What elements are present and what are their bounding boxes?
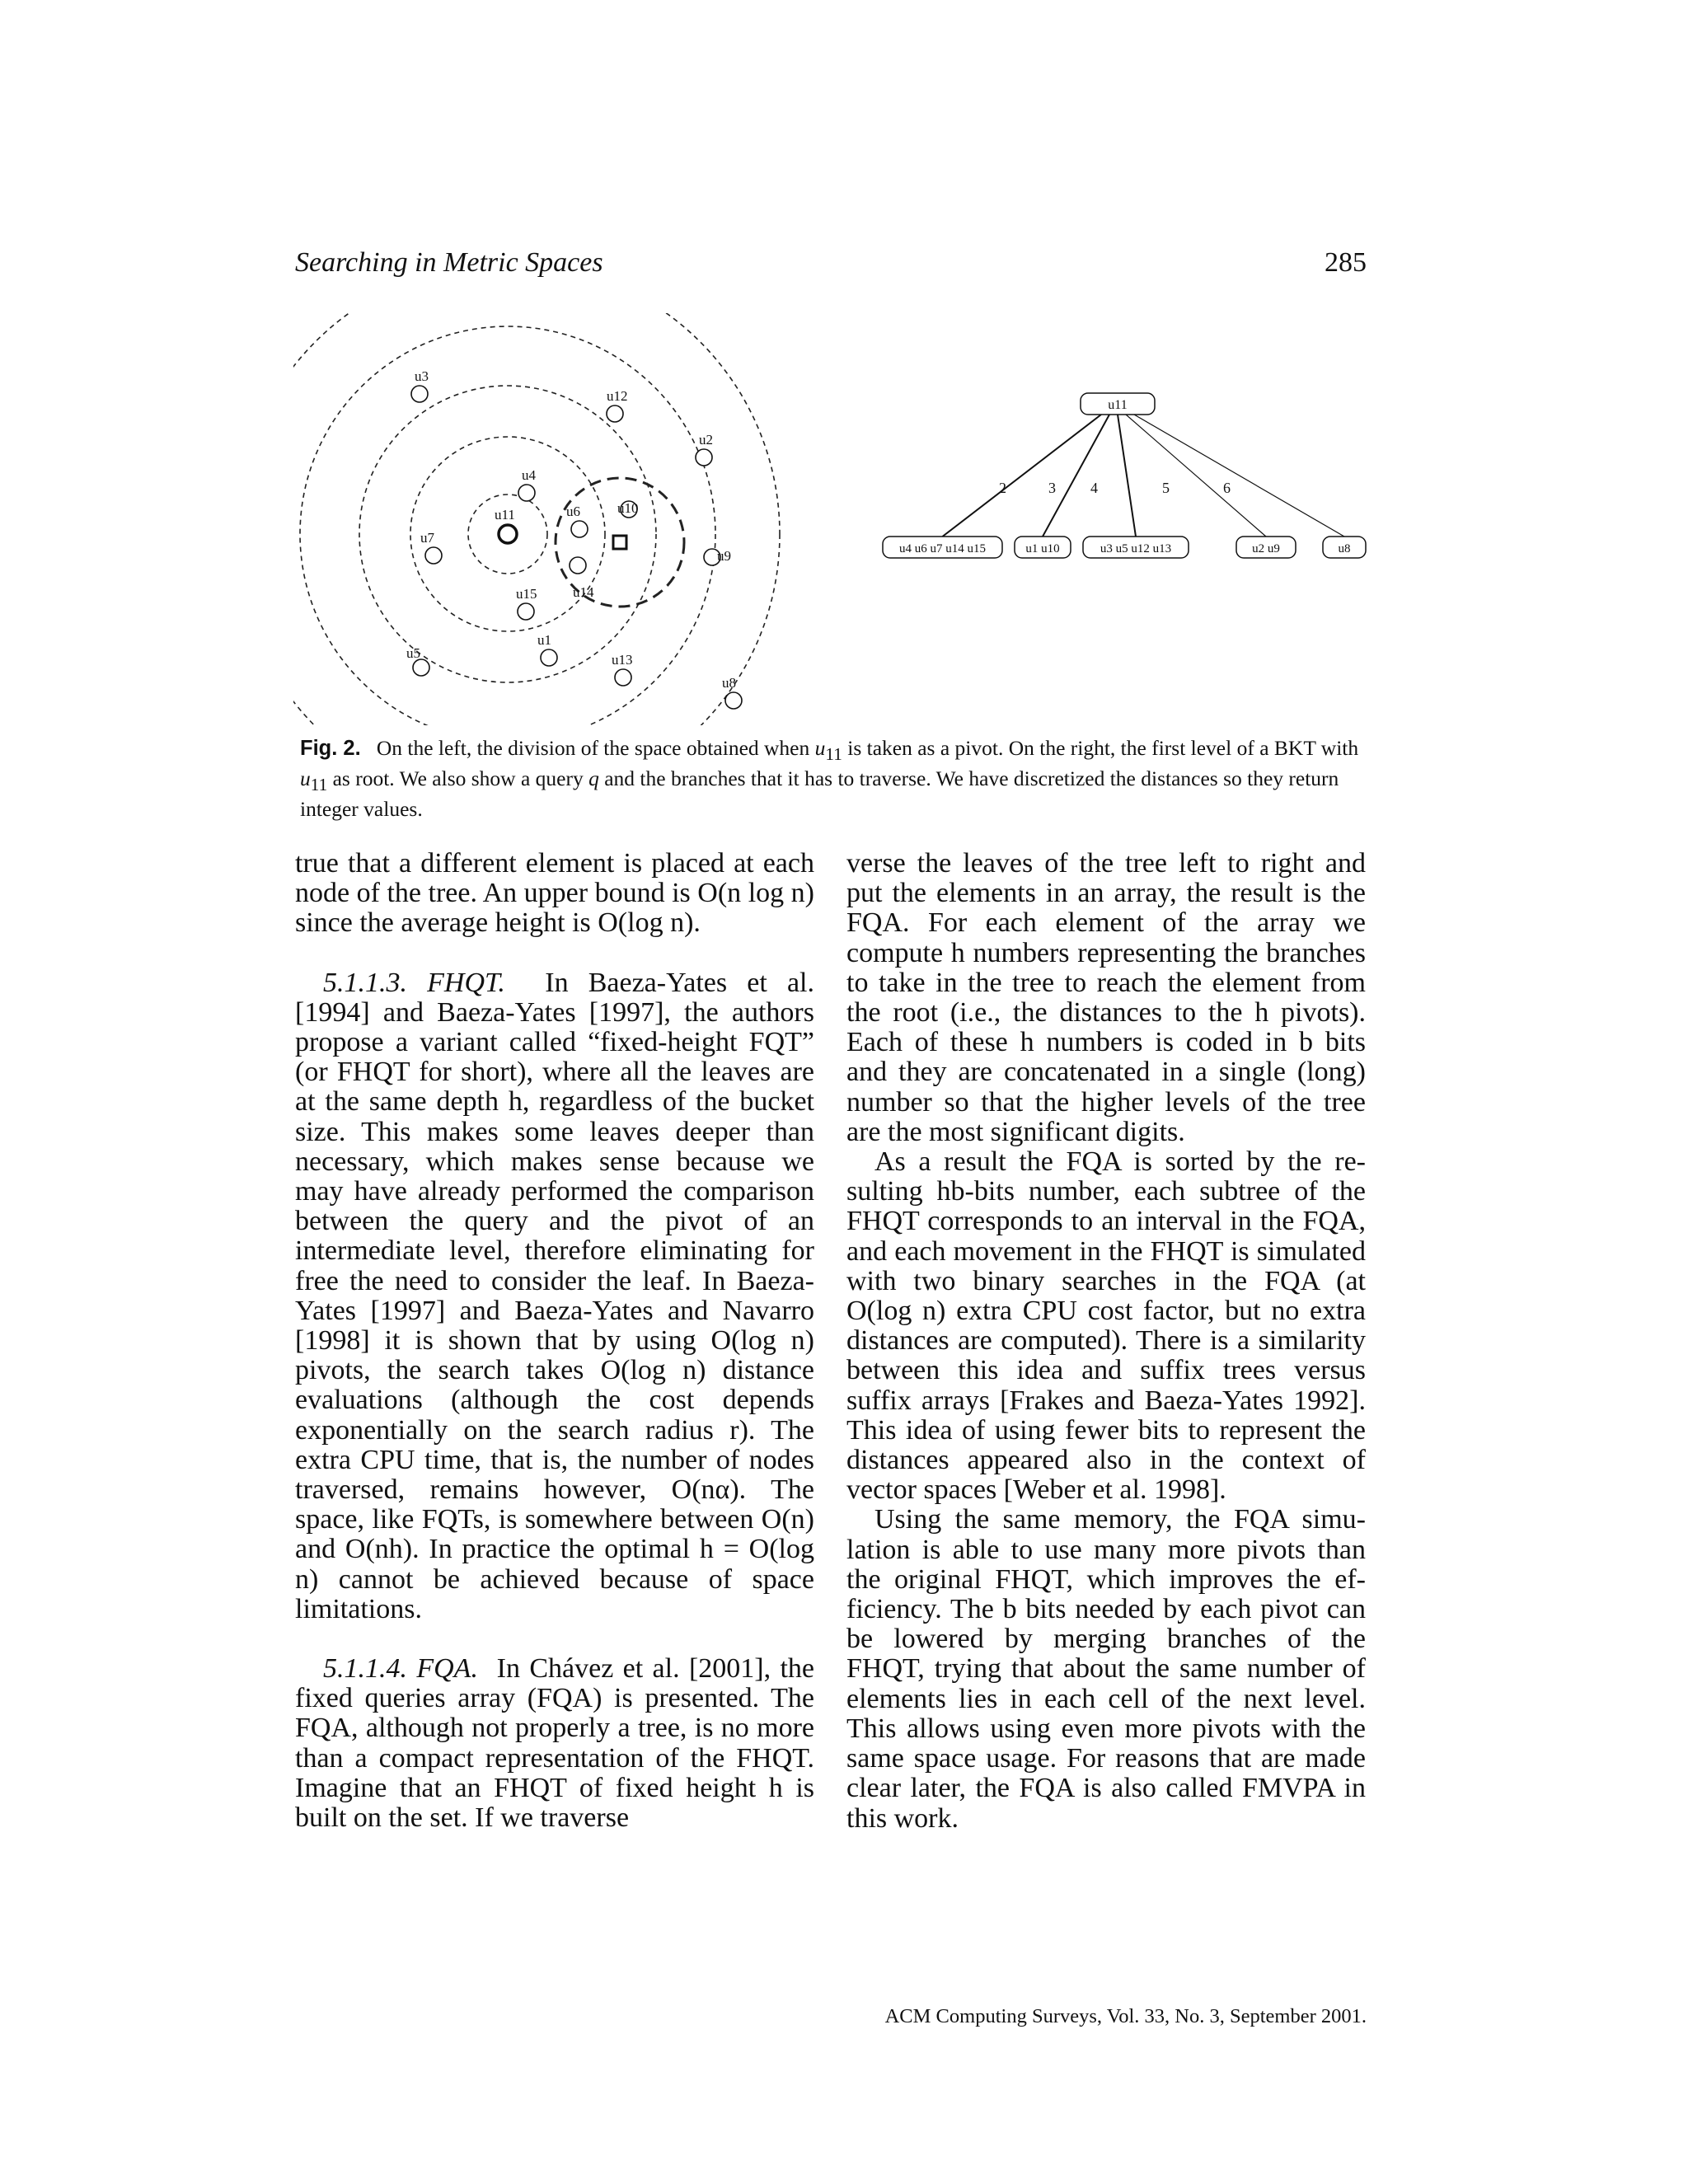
left-column <box>295 849 814 1833</box>
query-point <box>613 536 626 549</box>
element-u2-point <box>696 449 712 466</box>
element-u14-label: u14 <box>573 584 594 600</box>
element-u3-label: u3 <box>415 368 429 384</box>
tree-branch-2 <box>943 415 1102 537</box>
tree-branch-4 <box>1118 415 1136 537</box>
figure-2-svg <box>293 313 1395 725</box>
element-u12-point <box>607 405 623 422</box>
section-text: In Chávez et al. [2001], the fixed queries array (FQA) is presented. The FQA, although not properly a tree, is no more than a compact representation of the FHQT. Imagine that an FHQT of fixed height h is built on the set. If we traverse <box>295 1653 814 1834</box>
element-u11-label: u11 <box>495 507 515 523</box>
element-u1-label: u1 <box>537 632 551 648</box>
element-u15-label: u15 <box>516 586 537 602</box>
tree-leaf-label: u8 <box>1338 542 1351 555</box>
element-u5-point <box>413 659 429 676</box>
tree-root-label: u11 <box>1108 398 1128 412</box>
figure-2 <box>293 313 1395 725</box>
right-column <box>846 849 1366 1834</box>
section-text: In Baeza-Yates et al. [1994] and Baeza-Yates [1997], the authors propose a variant called “fixed-height FQT” (or FHQT for short), where all the leaves are at the same depth h, regardless of the bucket size. This makes some leaves deeper than necessary, which makes sense because we may have already performed the comparison between the query and the pivot of an intermediate level, therefore eliminating for free the need to consider the leaf. In Baeza-Yates [1997] and Baeza-Yates and Navarro [1998] it is shown that by using O(log n) pivots, the search takes O(log n) distance evaluations (although the cost depends exponentially on the search radius r). The extra CPU time, that is, the number of nodes traversed, remains however, O(nα). The space, like FQTs, is somewhere between O(n) and O(nh). In practice the optimal h = O(log n) cannot be achieved because of space limitations. <box>295 967 814 1624</box>
branch-label-3: 3 <box>1048 480 1056 496</box>
element-u13-point <box>615 669 631 686</box>
branch-label-4: 4 <box>1090 480 1098 496</box>
caption-text-3: as root. We also show a query <box>327 766 589 791</box>
ring-6 <box>293 313 780 725</box>
element-u4-point <box>518 485 535 501</box>
figure-caption <box>300 736 1368 822</box>
element-u8-label: u8 <box>722 675 736 691</box>
page-number: 285 <box>1325 247 1367 278</box>
element-u12-label: u12 <box>607 388 628 404</box>
running-title: Searching in Metric Spaces <box>295 247 603 278</box>
element-u3-point <box>411 386 428 402</box>
element-u2-label: u2 <box>699 432 713 448</box>
distance-rings <box>293 313 780 725</box>
caption-sub-2: 11 <box>310 775 328 795</box>
element-u1-point <box>541 649 557 666</box>
caption-text-2: is taken as a pivot. On the right, the first level of a BKT with <box>842 736 1359 760</box>
element-points <box>406 368 742 709</box>
paragraph: verse the leaves of the tree left to right and put the elements in an array, the result is the FQA. For each element of the array we compute h numbers representing the branches to take in the tree to reach the element from the root (i.e., the distances to the h pivots). Each of these h numbers is coded in b bits and they are concatenated in a single (long) number so that the higher levels of the tree are the most significant digits. <box>846 848 1366 1147</box>
tree-leaf-label: u1 u10 <box>1025 542 1060 555</box>
section-title: 5.1.1.4. FQA. <box>323 1653 478 1685</box>
section-fhqt <box>295 968 814 1624</box>
element-u6-point <box>571 521 588 537</box>
caption-text-1: On the left, the division of the space obtained when <box>376 736 815 760</box>
element-u10-label: u10 <box>617 500 639 516</box>
element-u7-point <box>425 547 442 564</box>
caption-label: Fig. 2. <box>300 737 361 760</box>
element-u4-label: u4 <box>522 467 536 483</box>
branch-label-6: 6 <box>1223 480 1231 496</box>
tree-leaf-label: u3 u5 u12 u13 <box>1100 542 1172 555</box>
tree-branch-6 <box>1134 415 1344 537</box>
element-u11-point <box>499 525 517 543</box>
paragraph: Using the same memory, the FQA simulation is able to use many more pivots than the original FHQT, which improves the efficiency. The b bits needed by each pivot can be lowered by merging branches of the FHQT, trying that about the same number of elements lies in each cell of the next level. This allows using even more pivots with the same space usage. For reasons that are made clear later, the FQA is also called FMVPA in this work. <box>846 1504 1366 1834</box>
journal-footer: ACM Computing Surveys, Vol. 33, No. 3, September 2001. <box>884 2005 1367 2027</box>
tree-leaf-label: u2 u9 <box>1252 542 1280 555</box>
branch-label-5: 5 <box>1162 480 1170 496</box>
element-u5-label: u5 <box>406 645 420 661</box>
tree-branch-5 <box>1126 415 1266 537</box>
tree-leaf-label: u4 u6 u7 u14 u15 <box>899 542 986 555</box>
branch-label-2: 2 <box>999 480 1006 496</box>
element-u15-point <box>518 603 534 620</box>
paragraph: true that a different element is placed at each node of the tree. An upper bound is O(n log n) since the average height is O(log n). <box>295 848 814 939</box>
caption-math-2: u <box>300 766 311 791</box>
element-u7-label: u7 <box>420 530 434 546</box>
element-u13-label: u13 <box>612 652 633 668</box>
caption-text-4: and the branches that it has to traverse. We have discretized the distances so they return integer values. <box>300 766 1339 822</box>
paragraph: As a result the FQA is sorted by the resulting hb-bits number, each subtree of the FHQT corresponds to an interval in the FQA, and each movement in the FHQT is simulated with two binary searches in the FQA (at O(log n) extra CPU cost factor, but no extra distances are computed). There is a similarity between this idea and suffix trees versus suffix arrays [Frakes and Baeza-Yates 1992]. This idea of using fewer bits to represent the distances appeared also in the context of vector spaces [Weber et al. 1998]. <box>846 1146 1366 1506</box>
element-u14-point <box>570 557 586 574</box>
section-title: 5.1.1.3. FHQT. <box>323 967 505 998</box>
section-fqa <box>295 1654 814 1833</box>
element-u8-point <box>725 692 742 709</box>
caption-math-3: q <box>588 766 599 791</box>
caption-sub-1: 11 <box>825 744 842 765</box>
caption-math-1: u <box>814 736 826 760</box>
bkt-tree <box>883 393 1366 558</box>
element-u9-label: u9 <box>717 548 731 564</box>
element-u6-label: u6 <box>566 504 580 519</box>
